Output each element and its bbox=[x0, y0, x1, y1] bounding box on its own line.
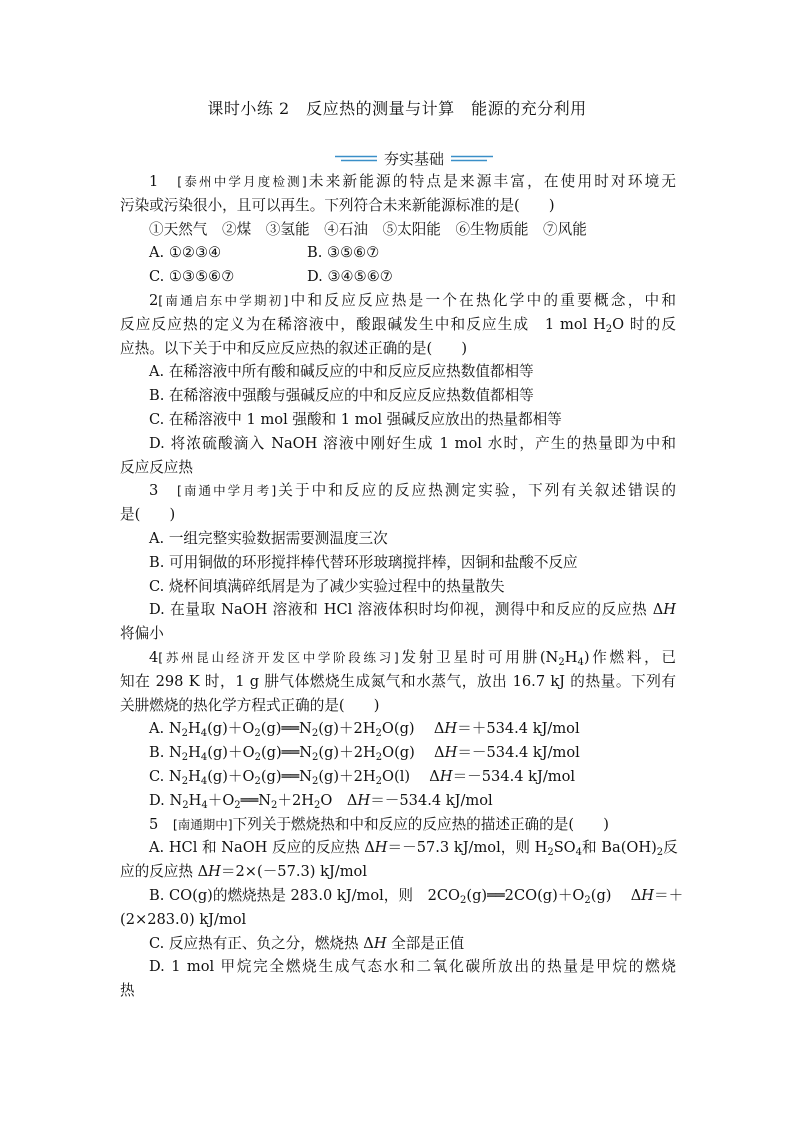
option-b-continued: (2×283.0) kJ/mol bbox=[120, 910, 247, 928]
option-b: B. 可用铜做的环形搅拌棒代替环形玻璃搅拌棒，因铜和盐酸不反应 bbox=[149, 553, 578, 571]
question-3-line-1: 3 [南通中学月考]关于中和反应的反应热测定实验，下列有关叙述错误的 bbox=[149, 482, 676, 500]
question-1-options-ab bbox=[120, 241, 676, 265]
question-1-line-1: 1 [泰州中学月度检测]未来新能源的特点是来源丰富，在使用时对环境无 bbox=[149, 173, 676, 190]
question-5-source: [南通期中] bbox=[172, 816, 233, 832]
question-2-line-3: 应热。以下关于中和反应反应热的叙述正确的是( ) bbox=[120, 339, 468, 357]
option-d: D. 将浓硫酸滴入 NaOH 溶液中刚好生成 1 mol 水时，产生的热量即为中和 bbox=[149, 434, 676, 452]
question-2-line-2: 反应反应热的定义为在稀溶液中，酸跟碱发生中和反应生成 1 mol $H_2O$ 时的反 bbox=[120, 315, 676, 335]
option-a: A. HCl 和 NaOH 反应的反应热 ΔH＝－57.3 kJ/mol，则 $H_2SO_4$和 $Ba(OH)_2$反 bbox=[149, 839, 678, 859]
option-a: A. 在稀溶液中所有酸和碱反应的中和反应反应热数值都相等 bbox=[149, 363, 534, 381]
question-4-line-1: 4[苏州昆山经济开发区中学阶段练习]发射卫星时可用肼$(N_2H_4)$作燃料，已 bbox=[149, 648, 677, 668]
question-5-line-1: 5 [南通期中]下列关于燃烧热和中和反应的反应热的描述正确的是( ) bbox=[149, 815, 609, 833]
question-1-source: [泰州中学月度检测] bbox=[177, 174, 307, 189]
option-c: C. $N_2H_4(g)+O_2(g)══N_2(g)+2H_2O(l)$ ΔH＝－534.4 kJ/mol bbox=[149, 767, 576, 787]
right-ornament-icon bbox=[451, 154, 493, 163]
option-d-continued: 热 bbox=[120, 982, 135, 1000]
question-3-line-2: 是( ) bbox=[120, 506, 176, 524]
question-4-line-2: 知在 298 K 时，1 g 肼气体燃烧生成氮气和水蒸气，放出 16.7 kJ 的热量。下列有 bbox=[120, 672, 676, 690]
left-ornament-icon bbox=[335, 154, 377, 163]
option-a: A. ①②③④ bbox=[149, 244, 222, 262]
question-list bbox=[120, 170, 684, 1003]
option-d: D. $N_2H_4+O_2══N_2+2H_2O$ ΔH＝－534.4 kJ/mol bbox=[149, 791, 493, 811]
question-2-source: [南通启东中学期初] bbox=[158, 292, 289, 308]
option-d: D. ③④⑤⑥⑦ bbox=[307, 268, 393, 286]
question-1-items: ①天然气 ②煤 ③氢能 ④石油 ⑤太阳能 ⑥生物质能 ⑦风能 bbox=[149, 220, 587, 238]
option-c: C. 烧杯间填满碎纸屑是为了减少实验过程中的热量散失 bbox=[149, 577, 505, 595]
option-b: B. CO(g)的燃烧热是 283.0 kJ/mol，则 $2CO_2(g)══2CO(g)+O_2(g)$ ΔH＝＋ bbox=[149, 886, 684, 906]
section-heading bbox=[330, 148, 498, 168]
option-c: C. 在稀溶液中 1 mol 强酸和 1 mol 强碱反应放出的热量都相等 bbox=[149, 410, 562, 428]
question-3-source: [南通中学月考] bbox=[177, 483, 277, 499]
option-a: A. $N_2H_4(g)+O_2(g)══N_2(g)+2H_2O(g)$ ΔH＝＋534.4 kJ/mol bbox=[149, 720, 580, 740]
page-title: 课时小练 2 反应热的测量与计算 能源的充分利用 bbox=[207, 99, 587, 118]
question-4-source: [苏州昆山经济开发区中学阶段练习] bbox=[158, 649, 399, 665]
option-b: B. 在稀溶液中强酸与强碱反应的中和反应反应热数值都相等 bbox=[149, 387, 534, 405]
option-d: D. 在量取 NaOH 溶液和 HCl 溶液体积时均仰视，测得中和反应的反应热 ΔH bbox=[149, 601, 676, 619]
option-a-continued: 应的反应热 ΔH＝2×(－57.3) kJ/mol bbox=[120, 863, 368, 881]
option-d-continued: 将偏小 bbox=[120, 625, 164, 643]
question-4-line-3: 关肼燃烧的热化学方程式正确的是( ) bbox=[120, 696, 380, 714]
option-d: D. 1 mol 甲烷完全燃烧生成气态水和二氧化碳所放出的热量是甲烷的燃烧 bbox=[149, 958, 676, 976]
option-b: B. ③⑤⑥⑦ bbox=[307, 244, 380, 262]
option-c: C. 反应热有正、负之分，燃烧热 ΔH 全部是正值 bbox=[149, 934, 465, 952]
option-b: B. $N_2H_4(g)+O_2(g)══N_2(g)+2H_2O(g)$ ΔH＝－534.4 kJ/mol bbox=[149, 744, 580, 764]
option-d-continued: 反应反应热 bbox=[120, 458, 193, 476]
section-label: 夯实基础 bbox=[383, 149, 444, 168]
question-2-line-1: 2[南通启东中学期初]中和反应反应热是一个在热化学中的重要概念，中和 bbox=[149, 291, 676, 309]
question-1-options-cd bbox=[120, 265, 676, 289]
option-a: A. 一组完整实验数据需要测温度三次 bbox=[149, 529, 388, 547]
question-1-line-2: 污染或污染很小，且可以再生。下列符合未来新能源标准的是( ) bbox=[120, 196, 555, 214]
option-c: C. ①③⑤⑥⑦ bbox=[149, 268, 235, 286]
